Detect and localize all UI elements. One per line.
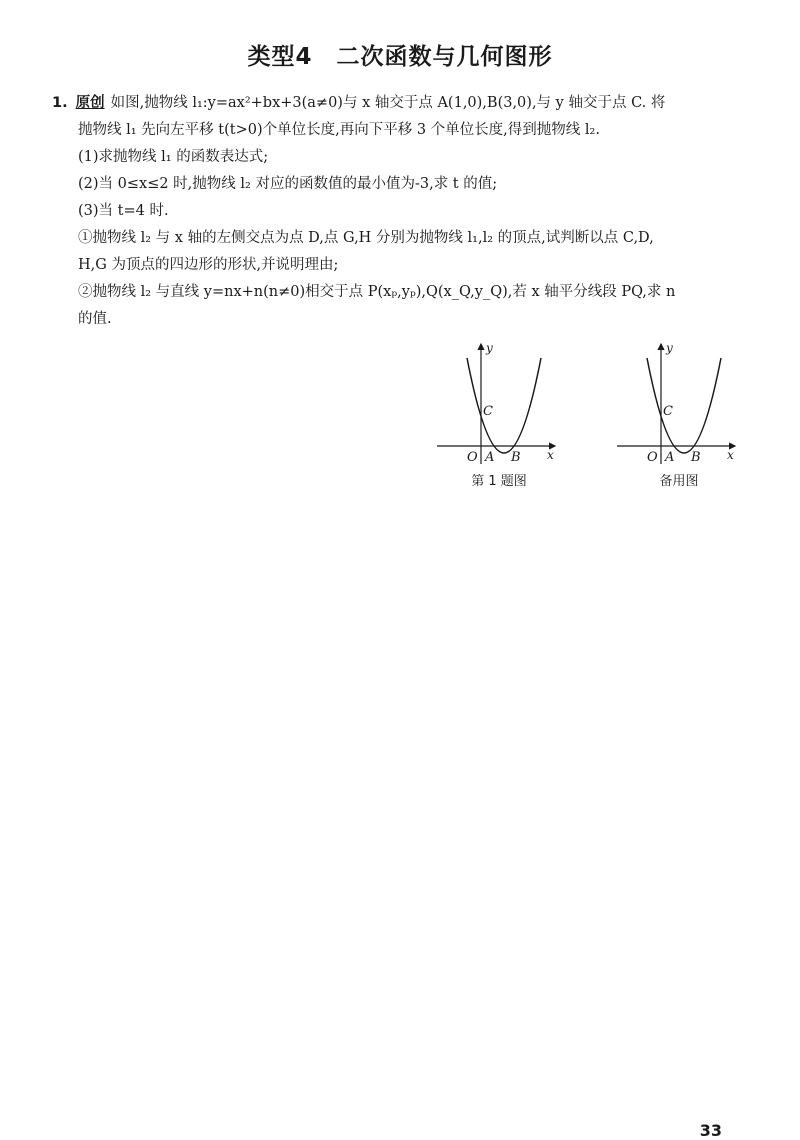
y-axis-label: y: [486, 341, 493, 355]
parabola-graph: [613, 338, 745, 468]
problem-text: 如图,抛物线 l₁:y=ax²+bx+3(a≠0)与 x 轴交于点 A(1,0),B(3,0),与 y 轴交于点 C. 将: [110, 95, 666, 111]
origin-label: O: [467, 450, 478, 465]
question-number: 1.: [52, 95, 68, 111]
point-c-label: C: [483, 404, 493, 419]
sub-question-1: (1)求抛物线 l₁ 的函数表达式;: [78, 149, 269, 165]
sub-question-3-part-2-cont: 的值.: [78, 311, 112, 327]
page-number: 33: [699, 1121, 722, 1140]
problem-line-1: [52, 90, 752, 117]
sub-question-3: (3)当 t=4 时.: [78, 203, 169, 219]
point-b-label: B: [511, 450, 521, 465]
y-axis-label: y: [666, 341, 673, 355]
problem-1: [52, 90, 752, 333]
x-axis-label: x: [547, 448, 554, 462]
parabola-curve: [647, 358, 721, 453]
point-b-label: B: [691, 450, 701, 465]
x-axis-label: x: [727, 448, 734, 462]
point-c-label: C: [663, 404, 673, 419]
sub-question-3-part-1: ①抛物线 l₂ 与 x 轴的左侧交点为点 D,点 G,H 分别为抛物线 l₁,l₂ 的顶点,试判断以点 C,D,: [78, 230, 654, 246]
sub-question-2: (2)当 0≤x≤2 时,抛物线 l₂ 对应的函数值的最小值为-3,求 t 的值;: [78, 176, 498, 192]
point-a-label: A: [665, 450, 675, 465]
origin-label: O: [647, 450, 658, 465]
figure-spare: [613, 338, 745, 489]
parabola-curve: [467, 358, 541, 453]
problem-text: 抛物线 l₁ 先向左平移 t(t>0)个单位长度,再向下平移 3 个单位长度,得到抛物线 l₂.: [78, 122, 600, 138]
sub-question-3-part-1-cont: H,G 为顶点的四边形的形状,并说明理由;: [78, 257, 339, 273]
parabola-graph: [433, 338, 565, 468]
sub-question-3-part-2: ②抛物线 l₂ 与直线 y=nx+n(n≠0)相交于点 P(xₚ,yₚ),Q(x_Q,y_Q),若 x 轴平分线段 PQ,求 n: [78, 284, 676, 300]
figure-caption: 第 1 题图: [471, 474, 527, 489]
page-title: 类型4 二次函数与几何图形: [247, 44, 553, 70]
figure-caption: 备用图: [659, 474, 699, 489]
point-a-label: A: [485, 450, 495, 465]
figure-problem-1: [433, 338, 565, 489]
original-tag: 原创: [75, 95, 105, 111]
